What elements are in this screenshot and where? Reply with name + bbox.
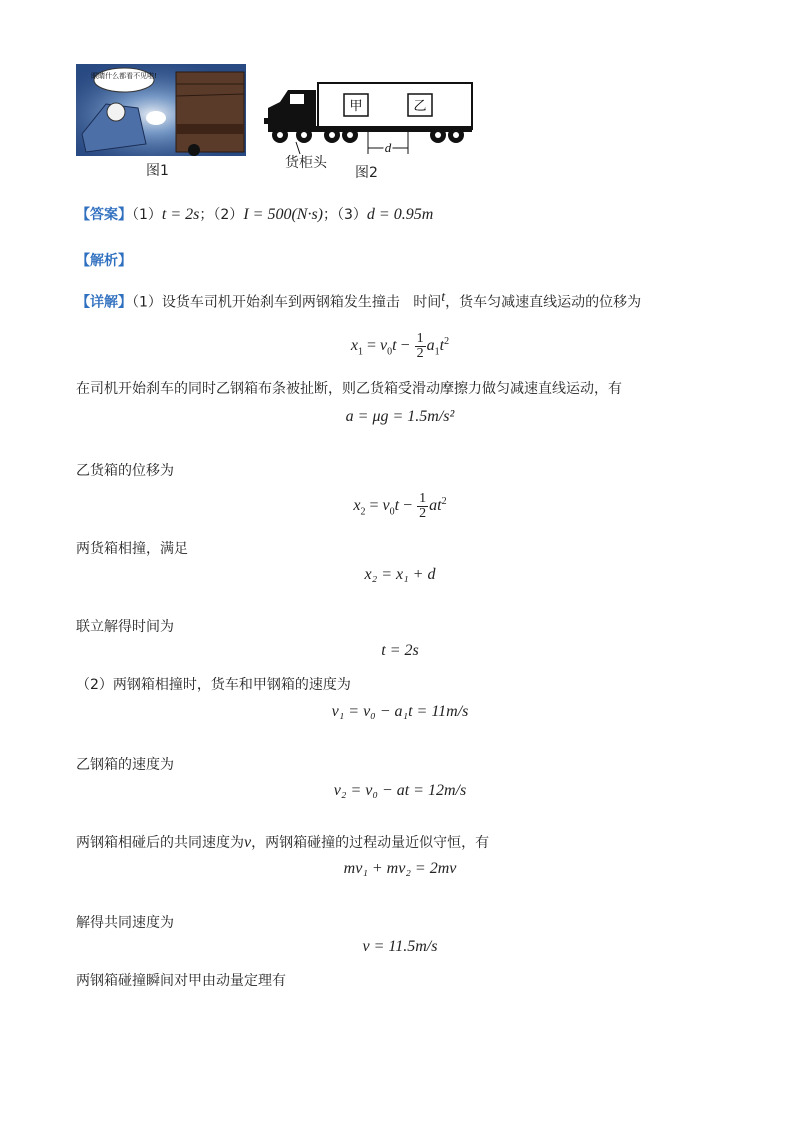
- detail-line-8-a: 两钢箱相碰后的共同速度为: [76, 835, 244, 851]
- detail-line-7: 乙钢箱的速度为: [76, 757, 174, 773]
- detail-line-2: 在司机开始刹车的同时乙钢箱布条被扯断，则乙货箱受滑动摩擦力做匀减速直线运动，有: [76, 381, 622, 397]
- detail-line-8-v: v: [244, 834, 252, 851]
- detail-line-4: 两货箱相撞，满足: [76, 541, 188, 557]
- speech-bubble-text: 眼睛什么都看不见啦!: [91, 72, 157, 80]
- detail-tag: 【详解】: [76, 294, 132, 311]
- equation-6: v₁ = v₀ − a₁t = 11m/s: [331, 703, 469, 720]
- equation-7: v₂ = v₀ − at = 12m/s: [333, 782, 467, 799]
- detail-line-1: [76, 290, 641, 312]
- answer-line: [76, 204, 433, 224]
- detail-line-6: （2）两钢箱相撞时，货车和甲钢箱的速度为: [76, 677, 351, 693]
- detail-line-8-b: ，两钢箱碰撞的过程动量近似守恒，有: [251, 835, 490, 851]
- truck-diagram: [260, 78, 480, 158]
- answer-1-value: t = 2s: [161, 206, 200, 223]
- box-jia-label: 甲: [349, 99, 363, 114]
- equation-4: x₂ = x₁ + d: [364, 566, 436, 583]
- detail-line-1-c: ，货车匀减速直线运动的位移为: [445, 294, 642, 311]
- figure-1: [76, 64, 246, 156]
- analysis-tag: 【解析】: [76, 253, 132, 269]
- detail-line-1-t: t: [441, 290, 446, 305]
- detail-line-1-a: （1）设货车司机开始刹车到两钢箱发生撞击: [132, 294, 400, 311]
- detail-line-8: [76, 832, 489, 852]
- equation-8: mv₁ + mv₂ = 2mv: [343, 860, 457, 877]
- detail-line-1-b: 时间: [413, 294, 442, 311]
- figure-1-caption: 图1: [146, 163, 169, 179]
- figure-2-caption: 图2: [355, 165, 378, 181]
- dimension-d-label: d: [384, 140, 392, 155]
- truck-cartoon-illustration: [76, 64, 246, 156]
- detail-line-3: 乙货箱的位移为: [76, 463, 174, 479]
- truck-head-label: 货柜头: [285, 155, 327, 171]
- equation-2: a = μg = 1.5m/s²: [345, 408, 455, 425]
- detail-line-9: 解得共同速度为: [76, 915, 174, 931]
- detail-line-10: 两钢箱碰撞瞬间对甲由动量定理有: [76, 973, 286, 989]
- answer-part3-label: ；（3）: [323, 207, 367, 223]
- answer-part1-label: （1）: [132, 207, 162, 223]
- detail-line-5: 联立解得时间为: [76, 619, 174, 635]
- answer-2-value: I = 500(N·s): [243, 206, 323, 223]
- box-yi-label: 乙: [413, 99, 427, 114]
- equation-3: $x_2 = v_0t$ − $\frac{1}{2}$ $at^2$: [353, 491, 447, 521]
- equation-5: t = 2s: [381, 642, 419, 659]
- equation-9: v = 11.5m/s: [362, 938, 438, 955]
- answer-tag: 【答案】: [76, 207, 132, 223]
- answer-part2-label: ；（2）: [199, 207, 244, 223]
- equation-1: $x_1 = v_0t$ − $\frac{1}{2}$ $a_1t^2$: [350, 331, 450, 361]
- answer-3-value: d = 0.95m: [366, 206, 434, 223]
- figure-2: [260, 78, 480, 158]
